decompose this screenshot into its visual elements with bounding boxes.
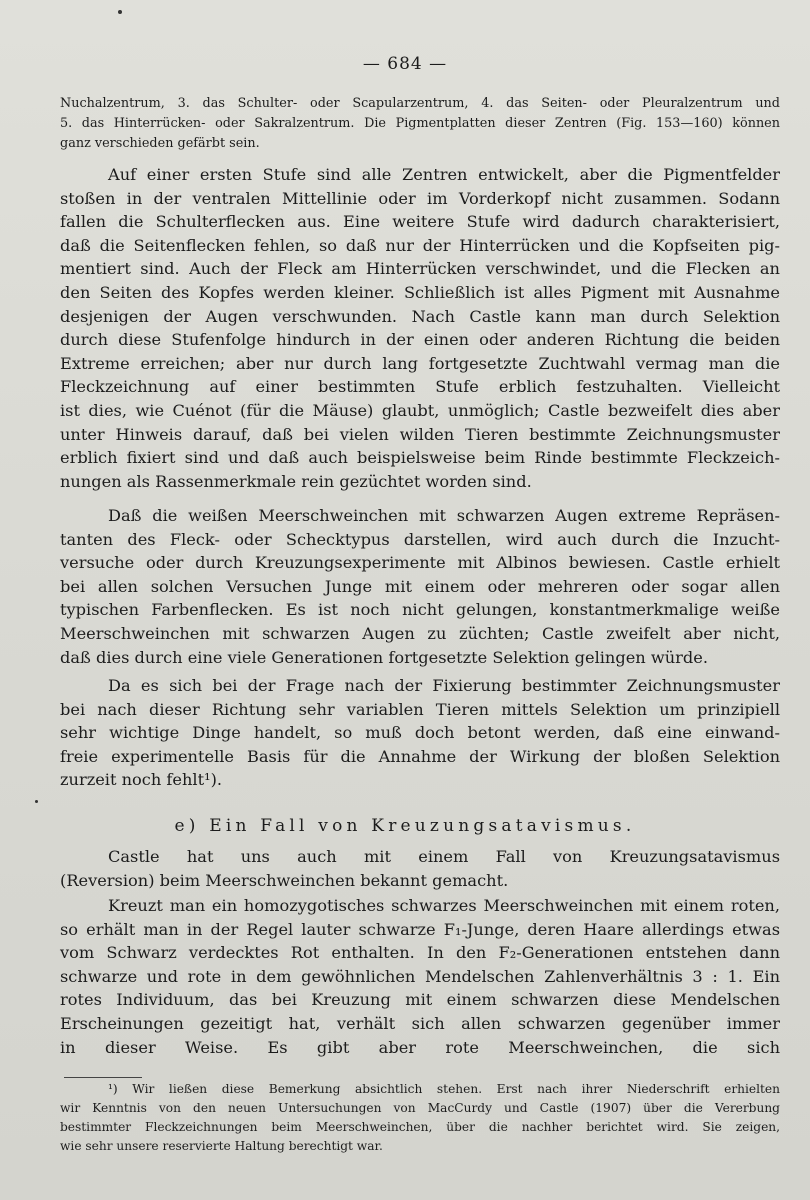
paragraph-3 [60, 674, 780, 792]
text-line: 5. das Hinterrücken- oder Sakralzentrum. Die Pigmentplatten dieser Zentren (Fig. 153—160) können [60, 116, 780, 131]
text-line: nungen als Rassenmerkmale rein gezüchtet worden sind. [60, 471, 532, 491]
text-line: ganz verschieden gefärbt sein. [60, 136, 260, 151]
text-line: bestimmter Fleckzeichnungen beim Meerschweinchen, über die nachher berichtet wird. Sie zeigen, [60, 1120, 780, 1134]
footnote-rule [64, 1077, 142, 1078]
text-line: sehr wichtige Dinge handelt, so muß doch betont werden, daß eine einwand- [60, 723, 780, 743]
text-line: Meerschweinchen mit schwarzen Augen zu züchten; Castle zweifelt aber nicht, [60, 623, 780, 643]
text-line: versuche oder durch Kreuzungsexperimente mit Albinos bewiesen. Castle erhielt [60, 553, 780, 573]
text-line: Kreuzt man ein homozygotisches schwarzes Meerschweinchen mit einem roten, [108, 896, 780, 915]
text-line: wir Kenntnis von den neuen Untersuchungen von MacCurdy und Castle (1907) über die Vererbung [60, 1101, 780, 1115]
text-line: Castle hat uns auch mit einem Fall von Kreuzungsatavismus [108, 847, 780, 866]
text-line: in dieser Weise. Es gibt aber rote Meerschweinchen, die sich [60, 1037, 780, 1057]
text-line: bei nach dieser Richtung sehr variablen Tieren mittels Selektion um prinzipiell [60, 699, 780, 719]
text-line: Extreme erreichen; aber nur durch lang fortgesetzte Zuchtwahl vermag man die [60, 353, 780, 373]
ink-speck [118, 10, 122, 14]
paragraph-4 [60, 845, 780, 892]
text-line: ist dies, wie Cuénot (für die Mäuse) glaubt, unmöglich; Castle bezweifelt dies aber [60, 400, 780, 420]
paragraph-2 [60, 504, 780, 669]
text-line: mentiert sind. Auch der Fleck am Hinterrücken verschwindet, und die Flecken an [60, 259, 780, 279]
text-line: freie experimentelle Basis für die Annahme der Wirkung der bloßen Selektion [60, 746, 780, 766]
text-line: Nuchalzentrum, 3. das Schulter- oder Scapularzentrum, 4. das Seiten- oder Pleuralzentrum und [60, 96, 780, 111]
text-line: typischen Farbenflecken. Es ist noch nicht gelungen, konstantmerkmalige weiße [60, 600, 780, 620]
page-number: — 684 — [362, 54, 448, 74]
text-line: fallen die Schulterflecken aus. Eine weitere Stufe wird dadurch charakterisiert, [60, 212, 780, 232]
text-line: Daß die weißen Meerschweinchen mit schwarzen Augen extreme Repräsen- [108, 506, 780, 525]
text-line: vom Schwarz verdecktes Rot enthalten. In den F₂-Generationen entstehen dann [60, 943, 780, 963]
text-line: tanten des Fleck- oder Schecktypus darstellen, wird auch durch die Inzucht- [60, 529, 780, 549]
text-line: Da es sich bei der Frage nach der Fixierung bestimmter Zeichnungsmuster [108, 676, 780, 695]
intro-text [60, 94, 780, 154]
ink-speck [35, 800, 38, 803]
footnote [60, 1080, 780, 1156]
paragraph-1 [60, 163, 780, 493]
section-heading: e) Ein Fall von Kreuzungsatavismus. [174, 816, 636, 836]
text-line: stoßen in der ventralen Mittellinie oder im Vorderkopf nicht zusammen. Sodann [60, 188, 780, 208]
paragraph-5 [60, 894, 780, 1059]
text-line: wie sehr unsere reservierte Haltung berechtigt war. [60, 1139, 383, 1153]
text-line: zurzeit noch fehlt¹). [60, 770, 223, 790]
text-line: erblich fixiert sind und daß auch beispielsweise beim Rinde bestimmte Fleckzeich- [60, 448, 780, 468]
text-line: Auf einer ersten Stufe sind alle Zentren entwickelt, aber die Pigmentfelder [108, 165, 780, 184]
text-line: (Reversion) beim Meerschweinchen bekannt gemacht. [60, 870, 509, 890]
text-line: ¹) Wir ließen diese Bemerkung absichtlich stehen. Erst nach ihrer Niederschrift erhielten [108, 1082, 780, 1096]
text-line: rotes Individuum, das bei Kreuzung mit einem schwarzen diese Mendelschen [60, 990, 780, 1010]
text-line: schwarze und rote in dem gewöhnlichen Mendelschen Zahlenverhältnis 3 : 1. Ein [60, 966, 780, 986]
text-line: daß die Seitenflecken fehlen, so daß nur der Hinterrücken und die Kopfseiten pig- [60, 235, 780, 255]
text-line: desjenigen der Augen verschwunden. Nach Castle kann man durch Selektion [60, 306, 780, 326]
text-line: so erhält man in der Regel lauter schwarze F₁-Junge, deren Haare allerdings etwas [60, 919, 780, 939]
text-line: daß dies durch eine viele Generationen fortgesetzte Selektion gelingen würde. [60, 647, 708, 667]
text-line: durch diese Stufenfolge hindurch in der einen oder anderen Richtung die beiden [60, 330, 780, 350]
text-line: Erscheinungen gezeitigt hat, verhält sich allen schwarzen gegenüber immer [60, 1013, 780, 1033]
text-line: bei allen solchen Versuchen Junge mit einem oder mehreren oder sogar allen [60, 576, 780, 596]
text-line: Fleckzeichnung auf einer bestimmten Stufe erblich festzuhalten. Vielleicht [60, 377, 780, 397]
text-line: den Seiten des Kopfes werden kleiner. Schließlich ist alles Pigment mit Ausnahme [60, 282, 780, 302]
text-line: unter Hinweis darauf, daß bei vielen wilden Tieren bestimmte Zeichnungsmuster [60, 424, 780, 444]
